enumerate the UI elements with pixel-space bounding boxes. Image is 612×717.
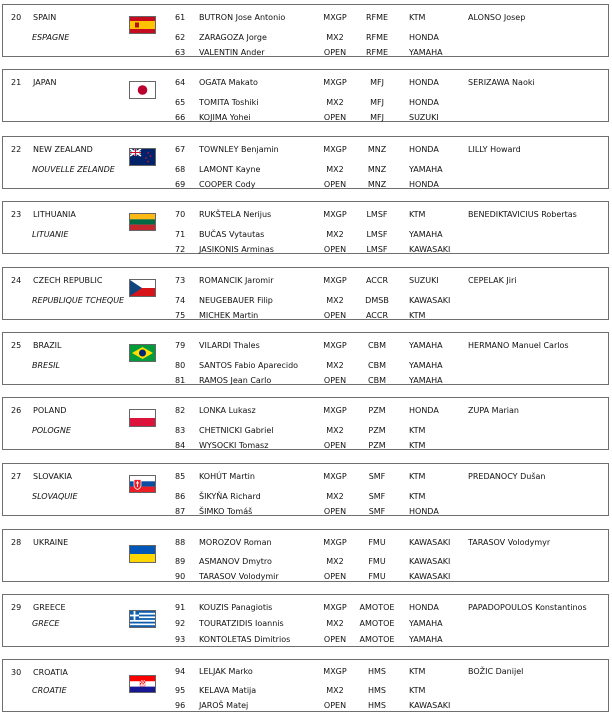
nation-name-french: NOUVELLE ZELANDE	[32, 165, 115, 174]
rider-number: 91	[175, 603, 186, 612]
rider-class: MX2	[326, 492, 344, 501]
nation-name: SPAIN	[33, 13, 57, 22]
nation-name-french: CROATIE	[32, 686, 67, 695]
rider-name: TOWNLEY Benjamin	[199, 145, 279, 154]
rider-brand: KAWASAKI	[409, 557, 451, 566]
rider-federation: CBM	[368, 341, 386, 350]
rider-class: MX2	[326, 165, 344, 174]
rider-brand: KTM	[409, 13, 426, 22]
rider-federation: PZM	[368, 406, 386, 415]
rider-name: VILARDI Thales	[199, 341, 260, 350]
team-manager: PAPADOPOULOS Konstantinos	[468, 603, 587, 612]
rider-number: 93	[175, 635, 186, 644]
rider-brand: KAWASAKI	[409, 538, 451, 547]
rider-number: 70	[175, 210, 186, 219]
rider-federation: MFJ	[370, 113, 384, 122]
ukraine-flag-icon	[129, 545, 156, 563]
rider-federation: FMU	[368, 557, 386, 566]
rider-number: 90	[175, 572, 186, 581]
rider-class: OPEN	[323, 48, 347, 57]
nation-name-french: GRECE	[32, 619, 60, 628]
rider-class: MXGP	[323, 13, 347, 22]
nation-number: 29	[11, 603, 22, 612]
nation-name: LITHUANIA	[33, 210, 76, 219]
rider-number: 75	[175, 311, 186, 320]
rider-federation: ACCR	[365, 276, 389, 285]
rider-class: OPEN	[323, 701, 347, 710]
rider-name: KOUZIS Panagiotis	[199, 603, 273, 612]
rider-number: 86	[175, 492, 186, 501]
rider-name: JASIKONIS Arminas	[199, 245, 274, 254]
rider-class: OPEN	[323, 113, 347, 122]
team-manager: SERIZAWA Naoki	[468, 78, 535, 87]
nation-name-french: SLOVAQUIE	[32, 492, 78, 501]
rider-number: 69	[175, 180, 186, 189]
rider-class: MXGP	[323, 341, 347, 350]
rider-brand: KTM	[409, 492, 426, 501]
rider-federation: SMF	[368, 492, 386, 501]
rider-class: MX2	[326, 230, 344, 239]
nation-block	[2, 69, 609, 122]
rider-number: 87	[175, 507, 186, 516]
rider-number: 63	[175, 48, 186, 57]
rider-class: OPEN	[323, 441, 347, 450]
rider-class: OPEN	[323, 507, 347, 516]
rider-name: KOHÚT Martin	[199, 472, 255, 481]
rider-name: ZARAGOZA Jorge	[199, 33, 267, 42]
team-manager: ZUPA Marian	[468, 406, 519, 415]
rider-federation: RFME	[365, 33, 389, 42]
rider-class: MX2	[326, 557, 344, 566]
nation-name: GREECE	[33, 603, 66, 612]
nation-number: 27	[11, 472, 22, 481]
rider-class: MXGP	[323, 603, 347, 612]
rider-brand: KTM	[409, 472, 426, 481]
croatia-flag-icon	[129, 675, 156, 693]
rider-name: TOMITA Toshiki	[199, 98, 259, 107]
nation-number: 23	[11, 210, 22, 219]
nation-name: POLAND	[33, 406, 67, 415]
rider-class: MXGP	[323, 210, 347, 219]
poland-flag-icon	[129, 409, 156, 427]
rider-name: SANTOS Fabio Aparecido	[199, 361, 299, 370]
rider-brand: YAMAHA	[409, 635, 443, 644]
rider-name: TOURATZIDIS Ioannis	[199, 619, 284, 628]
rider-number: 88	[175, 538, 186, 547]
rider-brand: YAMAHA	[409, 48, 443, 57]
rider-name: VALENTIN Ander	[199, 48, 265, 57]
rider-number: 96	[175, 701, 186, 710]
rider-federation: LMSF	[366, 245, 388, 254]
rider-number: 71	[175, 230, 186, 239]
nation-number: 30	[11, 668, 22, 677]
rider-name: LONKA Lukasz	[199, 406, 256, 415]
rider-federation: DMSB	[365, 296, 389, 305]
rider-brand: KTM	[409, 210, 426, 219]
rider-number: 61	[175, 13, 186, 22]
rider-number: 89	[175, 557, 186, 566]
rider-number: 62	[175, 33, 186, 42]
rider-name: ASMANOV Dmytro	[199, 557, 272, 566]
rider-federation: RFME	[365, 48, 389, 57]
rider-number: 64	[175, 78, 186, 87]
nation-number: 21	[11, 78, 22, 87]
team-manager: CEPELAK Jiri	[468, 276, 517, 285]
brazil-flag-icon	[129, 344, 156, 362]
rider-name: CHETNICKI Gabriel	[199, 426, 274, 435]
rider-federation: MFJ	[370, 78, 384, 87]
nation-name: UKRAINE	[33, 538, 69, 547]
team-manager: BOŽIC Danijel	[468, 667, 524, 676]
rider-number: 81	[175, 376, 186, 385]
nation-name-french: REPUBLIQUE TCHEQUE	[32, 296, 125, 305]
rider-number: 65	[175, 98, 186, 107]
rider-federation: MNZ	[367, 165, 387, 174]
rider-class: MX2	[326, 619, 344, 628]
rider-name: KONTOLETAS Dimitrios	[199, 635, 291, 644]
nation-block	[2, 267, 609, 320]
rider-class: MX2	[326, 98, 344, 107]
rider-brand: SUZUKI	[409, 113, 439, 122]
rider-brand: YAMAHA	[409, 341, 443, 350]
rider-number: 84	[175, 441, 186, 450]
nation-name-french: LITUANIE	[32, 230, 69, 239]
team-manager: PREDANOCY Dušan	[468, 472, 546, 481]
rider-federation: HMS	[368, 667, 386, 676]
rider-federation: RFME	[365, 13, 389, 22]
slovakia-flag-icon	[129, 475, 156, 493]
nation-name-french: POLOGNE	[32, 426, 71, 435]
rider-number: 67	[175, 145, 186, 154]
rider-name: MICHEK Martin	[199, 311, 259, 320]
rider-number: 79	[175, 341, 186, 350]
rider-brand: HONDA	[409, 180, 439, 189]
rider-brand: KAWASAKI	[409, 245, 451, 254]
rider-federation: AMOTOE	[359, 619, 395, 628]
rider-federation: MNZ	[367, 180, 387, 189]
rider-class: MXGP	[323, 667, 347, 676]
rider-name: COOPER Cody	[199, 180, 256, 189]
rider-class: OPEN	[323, 245, 347, 254]
rider-federation: MNZ	[367, 145, 387, 154]
rider-name: KELAVA Matija	[199, 686, 257, 695]
nation-name-french: ESPAGNE	[32, 33, 70, 42]
rider-federation: AMOTOE	[359, 603, 395, 612]
rider-federation: ACCR	[365, 311, 389, 320]
rider-number: 94	[175, 667, 186, 676]
rider-class: OPEN	[323, 311, 347, 320]
nation-name-french: BRESIL	[32, 361, 60, 370]
rider-brand: KTM	[409, 441, 426, 450]
nation-block	[2, 397, 609, 450]
rider-class: MXGP	[323, 78, 347, 87]
rider-number: 74	[175, 296, 186, 305]
rider-name: TARASOV Volodymir	[199, 572, 279, 581]
nation-block	[2, 201, 609, 254]
rider-number: 80	[175, 361, 186, 370]
rider-brand: KAWASAKI	[409, 701, 451, 710]
team-manager: HERMANO Manuel Carlos	[468, 341, 569, 350]
rider-federation: AMOTOE	[359, 635, 395, 644]
greece-flag-icon	[129, 610, 156, 628]
rider-number: 68	[175, 165, 186, 174]
rider-brand: KTM	[409, 311, 426, 320]
rider-name: ŠIKYŇA Richard	[199, 492, 261, 501]
rider-number: 85	[175, 472, 186, 481]
rider-name: RUKŠTELA Nerijus	[199, 210, 272, 219]
rider-brand: SUZUKI	[409, 276, 439, 285]
rider-brand: HONDA	[409, 603, 439, 612]
new-zealand-flag-icon	[129, 148, 156, 166]
rider-name: JAROŠ Matej	[199, 701, 249, 710]
rider-class: OPEN	[323, 635, 347, 644]
rider-federation: HMS	[368, 701, 386, 710]
rider-brand: HONDA	[409, 406, 439, 415]
rider-class: OPEN	[323, 180, 347, 189]
rider-name: RAMOS Jean Carlo	[199, 376, 272, 385]
rider-class: MXGP	[323, 472, 347, 481]
rider-name: WYSOCKI Tomasz	[199, 441, 269, 450]
nation-block	[2, 332, 609, 385]
team-manager: TARASOV Volodymyr	[468, 538, 551, 547]
team-manager: LILLY Howard	[468, 145, 521, 154]
rider-federation: LMSF	[366, 230, 388, 239]
rider-name: MOROZOV Roman	[199, 538, 272, 547]
rider-class: MXGP	[323, 406, 347, 415]
rider-federation: SMF	[368, 472, 386, 481]
rider-brand: KTM	[409, 686, 426, 695]
rider-brand: YAMAHA	[409, 165, 443, 174]
rider-brand: HONDA	[409, 98, 439, 107]
rider-class: MX2	[326, 296, 344, 305]
rider-federation: FMU	[368, 538, 386, 547]
rider-brand: KTM	[409, 667, 426, 676]
rider-brand: KAWASAKI	[409, 296, 451, 305]
nation-block	[2, 659, 609, 712]
rider-name: BUČAS Vytautas	[199, 230, 265, 239]
rider-name: LELJAK Marko	[199, 667, 253, 676]
rider-brand: KTM	[409, 426, 426, 435]
rider-federation: MFJ	[370, 98, 384, 107]
rider-federation: CBM	[368, 361, 386, 370]
spain-flag-icon	[129, 16, 156, 34]
nation-number: 24	[11, 276, 22, 285]
team-manager: BENEDIKTAVICIUS Robertas	[468, 210, 577, 219]
rider-brand: YAMAHA	[409, 230, 443, 239]
rider-number: 95	[175, 686, 186, 695]
rider-federation: LMSF	[366, 210, 388, 219]
rider-class: MXGP	[323, 145, 347, 154]
nation-name: CZECH REPUBLIC	[33, 276, 103, 285]
rider-class: OPEN	[323, 572, 347, 581]
nation-name: SLOVAKIA	[33, 472, 72, 481]
rider-number: 82	[175, 406, 186, 415]
nation-block	[2, 529, 609, 582]
nation-block	[2, 463, 609, 516]
nation-number: 22	[11, 145, 22, 154]
nation-name: NEW ZEALAND	[33, 145, 93, 154]
rider-federation: PZM	[368, 441, 386, 450]
japan-flag-icon	[129, 81, 156, 99]
nation-block	[2, 136, 609, 189]
rider-class: MX2	[326, 361, 344, 370]
rider-federation: HMS	[368, 686, 386, 695]
nation-name: CROATIA	[33, 668, 68, 677]
rider-brand: HONDA	[409, 33, 439, 42]
rider-class: MXGP	[323, 538, 347, 547]
rider-class: MX2	[326, 33, 344, 42]
rider-number: 73	[175, 276, 186, 285]
nation-number: 20	[11, 13, 22, 22]
nation-number: 28	[11, 538, 22, 547]
rider-name: KOJIMA Yohei	[199, 113, 251, 122]
rider-brand: YAMAHA	[409, 619, 443, 628]
nation-number: 26	[11, 406, 22, 415]
nation-number: 25	[11, 341, 22, 350]
team-manager: ALONSO Josep	[468, 13, 526, 22]
rider-brand: KAWASAKI	[409, 572, 451, 581]
rider-federation: CBM	[368, 376, 386, 385]
rider-brand: HONDA	[409, 78, 439, 87]
nation-name: JAPAN	[33, 78, 57, 87]
rider-name: ŠIMKO Tomáš	[199, 507, 253, 516]
rider-number: 72	[175, 245, 186, 254]
nation-block	[2, 4, 609, 57]
czech-flag-icon	[129, 279, 156, 297]
rider-brand: YAMAHA	[409, 361, 443, 370]
rider-name: OGATA Makato	[199, 78, 258, 87]
rider-federation: FMU	[368, 572, 386, 581]
rider-name: BUTRON Jose Antonio	[199, 13, 286, 22]
rider-federation: SMF	[368, 507, 386, 516]
rider-number: 92	[175, 619, 186, 628]
rider-number: 66	[175, 113, 186, 122]
rider-brand: YAMAHA	[409, 376, 443, 385]
rider-brand: HONDA	[409, 145, 439, 154]
rider-federation: PZM	[368, 426, 386, 435]
nation-name: BRAZIL	[33, 341, 62, 350]
rider-class: OPEN	[323, 376, 347, 385]
rider-class: MX2	[326, 686, 344, 695]
rider-number: 83	[175, 426, 186, 435]
nation-block	[2, 594, 609, 647]
lithuania-flag-icon	[129, 213, 156, 231]
rider-name: LAMONT Kayne	[199, 165, 261, 174]
rider-name: ROMANCIK Jaromir	[199, 276, 274, 285]
rider-class: MX2	[326, 426, 344, 435]
rider-name: NEUGEBAUER Filip	[199, 296, 273, 305]
rider-class: MXGP	[323, 276, 347, 285]
rider-brand: HONDA	[409, 507, 439, 516]
